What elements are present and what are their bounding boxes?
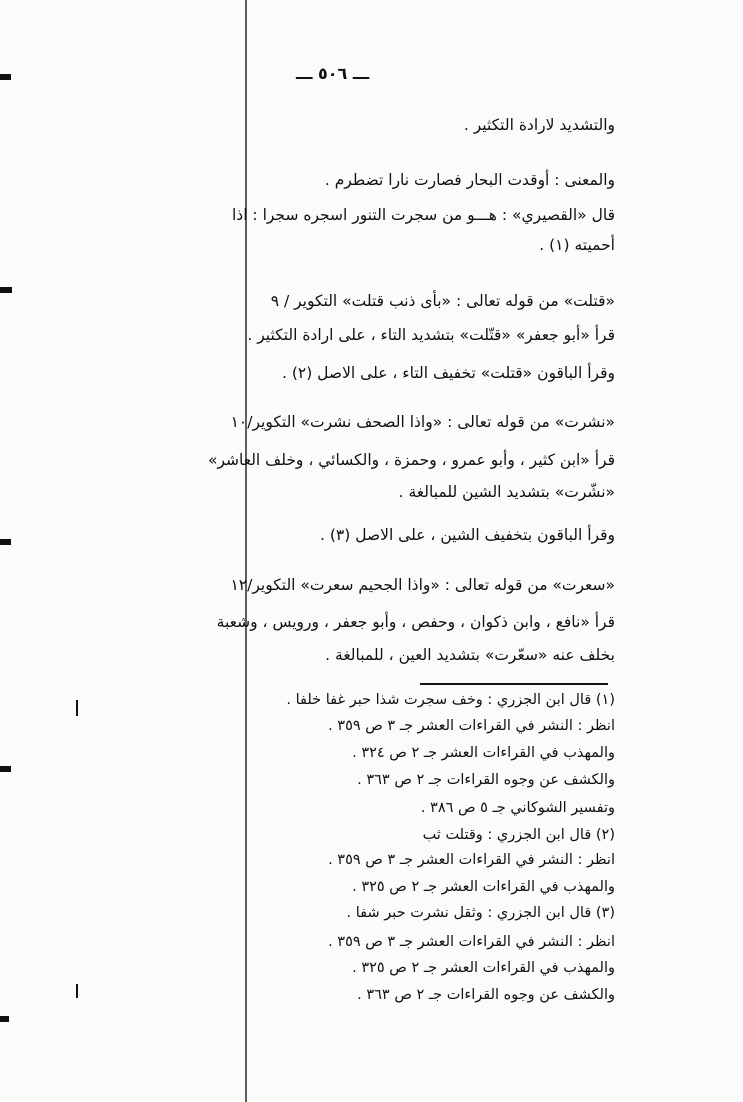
footnote-line: وتفسير الشوكاني جـ ٥ ص ٣٨٦ . [420, 800, 615, 816]
margin-mark [0, 539, 11, 545]
margin-mark [0, 287, 12, 293]
footnote-line: والمهذب في القراءات العشر جـ ٢ ص ٣٢٥ . [352, 879, 615, 895]
footnote-line: (١) قال ابن الجزري : وخف سجرت شذا حبر غفا خلفا . [286, 692, 615, 708]
margin-mark [0, 74, 11, 80]
footnote-line: انظر : النشر في القراءات العشر جـ ٣ ص ٣٥٩ . [328, 718, 615, 734]
body-line: قال «القصيري» : هـــو من سجرت التنور اسجره سجرا : اذا [231, 206, 615, 224]
body-line: قرأ «ابن كثير ، وأبو عمرو ، وحمزة ، والكسائي ، وخلف العاشر» [207, 451, 615, 469]
body-line: والمعنى : أوقدت البحار فصارت نارا تضطرم . [324, 171, 615, 189]
margin-mark [76, 700, 78, 716]
body-line: «نشّرت» بتشديد الشين للمبالغة . [398, 483, 615, 501]
footnote-line: انظر : النشر في القراءات العشر جـ ٣ ص ٣٥٩ . [328, 852, 615, 868]
footnote-line: (٣) قال ابن الجزري : وثقل نشرت حبر شفا . [346, 905, 615, 921]
body-line: بخلف عنه «سعّرت» بتشديد العين ، للمبالغة . [325, 646, 615, 664]
page-number: ـــ ٥٠٦ ـــ [296, 64, 370, 83]
footnote-line: والمهذب في القراءات العشر جـ ٢ ص ٣٢٥ . [352, 960, 615, 976]
footnote-line: والمهذب في القراءات العشر جـ ٢ ص ٣٢٤ . [352, 745, 615, 761]
footnote-line: والكشف عن وجوه القراءات جـ ٢ ص ٣٦٣ . [357, 987, 615, 1003]
body-line: أحميته (١) . [539, 236, 615, 254]
body-line: قرأ «نافع ، وابن ذكوان ، وحفص ، وأبو جعفر ، ورويس ، وشعبة [216, 613, 615, 631]
footnote-line: انظر : النشر في القراءات العشر جـ ٣ ص ٣٥٩ . [328, 934, 615, 950]
body-line: «سعرت» من قوله تعالى : «واذا الجحيم سعرت» التكوير/١٢ [230, 576, 615, 594]
body-line: والتشديد لارادة التكثير . [463, 116, 615, 134]
margin-mark [0, 766, 11, 772]
body-line: «قتلت» من قوله تعالى : «بأى ذنب قتلت» التكوير / ٩ [270, 292, 615, 310]
margin-mark [76, 984, 78, 998]
footnote-separator [420, 683, 608, 685]
footnote-line: (٢) قال ابن الجزري : وقتلت ثب [422, 827, 615, 843]
footnote-line: والكشف عن وجوه القراءات جـ ٢ ص ٣٦٣ . [357, 772, 615, 788]
body-line: وقرأ الباقون «قتلت» تخفيف التاء ، على الاصل (٢) . [281, 364, 615, 382]
body-line: «نشرت» من قوله تعالى : «واذا الصحف نشرت» التكوير/١٠ [230, 413, 615, 431]
body-line: وقرأ الباقون بتخفيف الشين ، على الاصل (٣) . [320, 526, 615, 544]
body-line: قرأ «أبو جعفر» «قتّلت» بتشديد التاء ، على ارادة التكثير . [247, 326, 615, 344]
page-fold-line [245, 0, 247, 1102]
margin-mark [0, 1016, 9, 1022]
